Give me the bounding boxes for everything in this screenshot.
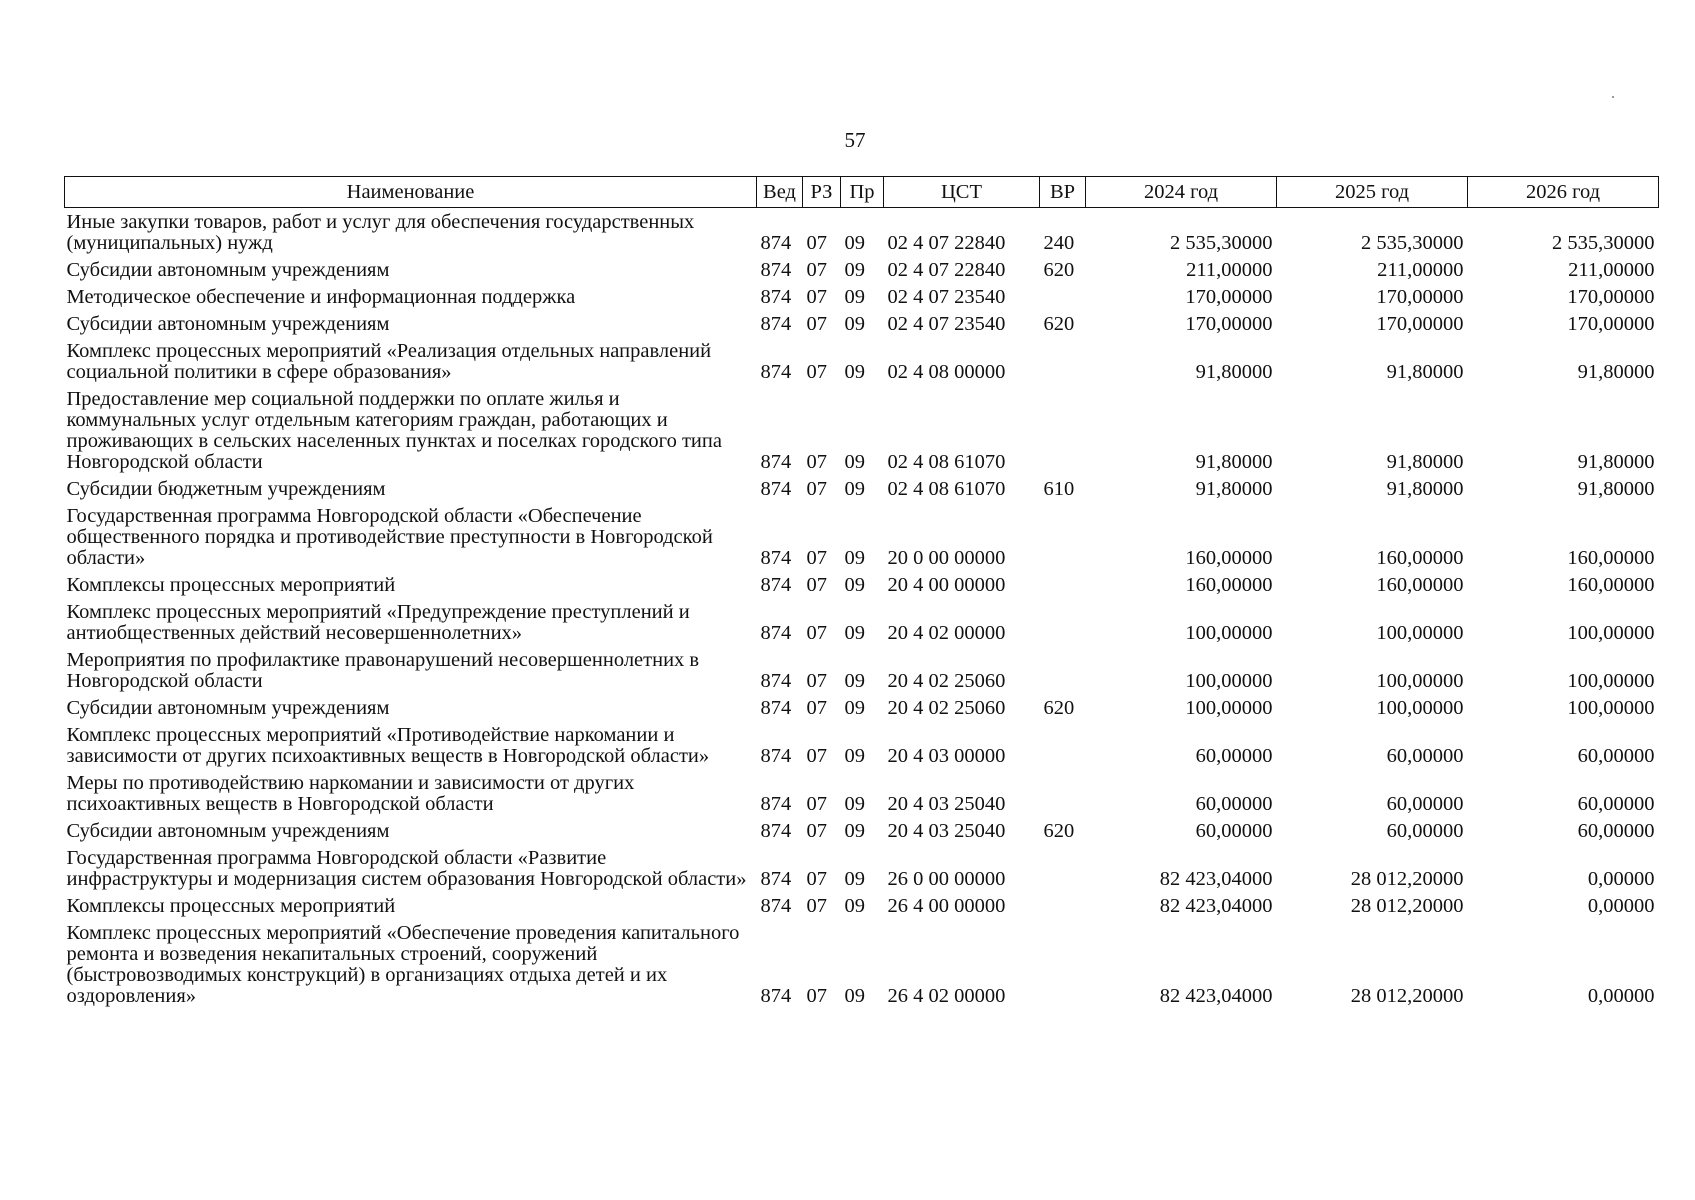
header-ved: Вед [757,177,803,208]
row-pr: 09 [844,745,865,767]
row-rz: 07 [806,622,827,644]
row-name: Меры по противодействию наркомании и зависимости от других психоактивных веществ в Новгородской области [66,772,635,815]
row-vr [1040,283,1086,310]
table-row [65,769,1659,817]
row-vr [1040,571,1086,598]
header-2024: 2024 год [1086,177,1277,208]
row-ved: 874 [760,313,792,335]
table-row [65,817,1659,844]
row-rz: 07 [806,361,827,383]
row-name: Комплексы процессных мероприятий [66,895,396,917]
header-rz: РЗ [803,177,841,208]
row-ved: 874 [760,451,792,473]
row-cst: 02 4 08 61070 [887,451,1006,473]
row-amount-2025: 2 535,30000 [1361,232,1464,254]
row-amount-2026: 60,00000 [1577,820,1655,842]
row-vr [1040,502,1086,571]
row-name: Комплекс процессных мероприятий «Реализация отдельных направлений социальной политики в сфере образования» [66,340,712,383]
row-pr: 09 [844,868,865,890]
row-vr [1040,385,1086,475]
table-body [65,208,1659,1010]
row-rz: 07 [806,313,827,335]
row-amount-2024: 100,00000 [1185,670,1273,692]
row-cst: 20 4 03 25040 [887,793,1006,815]
row-name: Субсидии автономным учреждениям [66,697,390,719]
row-amount-2026: 100,00000 [1567,670,1655,692]
row-amount-2026: 160,00000 [1567,547,1655,569]
row-pr: 09 [844,622,865,644]
table-row [65,475,1659,502]
row-vr: 610 [1043,478,1075,500]
row-cst: 26 4 02 00000 [887,985,1006,1007]
row-name: Иные закупки товаров, работ и услуг для обеспечения государственных (муниципальных) нужд [66,211,695,254]
row-pr: 09 [844,547,865,569]
row-amount-2024: 2 535,30000 [1170,232,1273,254]
row-cst: 20 4 03 00000 [887,745,1006,767]
row-amount-2024: 91,80000 [1195,478,1273,500]
row-vr: 620 [1043,259,1075,281]
row-rz: 07 [806,259,827,281]
row-amount-2024: 160,00000 [1185,547,1273,569]
row-rz: 07 [806,697,827,719]
row-name: Комплексы процессных мероприятий [66,574,396,596]
row-ved: 874 [760,232,792,254]
row-amount-2026: 0,00000 [1587,868,1655,890]
row-pr: 09 [844,670,865,692]
row-amount-2026: 211,00000 [1568,259,1655,281]
row-amount-2024: 160,00000 [1185,574,1273,596]
row-amount-2026: 91,80000 [1577,361,1655,383]
row-name: Субсидии автономным учреждениям [66,313,390,335]
row-rz: 07 [806,985,827,1007]
row-amount-2026: 60,00000 [1577,745,1655,767]
row-cst: 02 4 07 23540 [887,286,1006,308]
row-amount-2025: 60,00000 [1386,793,1464,815]
row-ved: 874 [760,745,792,767]
row-name: Государственная программа Новгородской области «Обеспечение общественного порядка и противодействие преступности в Новгородской области» [66,505,713,569]
row-pr: 09 [844,820,865,842]
row-amount-2026: 170,00000 [1567,286,1655,308]
row-vr [1040,646,1086,694]
row-ved: 874 [760,868,792,890]
row-amount-2025: 160,00000 [1376,574,1464,596]
table-row [65,571,1659,598]
row-cst: 02 4 08 61070 [887,478,1006,500]
row-rz: 07 [806,547,827,569]
row-cst: 20 4 02 00000 [887,622,1006,644]
row-ved: 874 [760,361,792,383]
row-name: Субсидии автономным учреждениям [66,259,390,281]
row-amount-2024: 170,00000 [1185,286,1273,308]
row-amount-2025: 100,00000 [1376,697,1464,719]
row-amount-2025: 28 012,20000 [1350,895,1464,917]
row-amount-2025: 100,00000 [1376,622,1464,644]
row-pr: 09 [844,451,865,473]
row-cst: 20 4 02 25060 [887,670,1006,692]
row-ved: 874 [760,622,792,644]
row-amount-2025: 160,00000 [1376,547,1464,569]
row-vr [1040,844,1086,892]
row-cst: 20 4 03 25040 [887,820,1006,842]
table-row [65,646,1659,694]
header-2025: 2025 год [1277,177,1468,208]
row-amount-2025: 28 012,20000 [1350,868,1464,890]
table-row [65,337,1659,385]
table-row [65,283,1659,310]
row-ved: 874 [760,670,792,692]
row-name: Комплекс процессных мероприятий «Противодействие наркомании и зависимости от других психоактивных веществ в Новгородской области» [66,724,710,767]
table-row [65,598,1659,646]
header-2026: 2026 год [1468,177,1659,208]
row-name: Субсидии бюджетным учреждениям [66,478,386,500]
row-ved: 874 [760,793,792,815]
row-rz: 07 [806,670,827,692]
row-ved: 874 [760,574,792,596]
row-cst: 02 4 07 22840 [887,259,1006,281]
header-vr: ВР [1040,177,1086,208]
row-rz: 07 [806,574,827,596]
row-vr [1040,598,1086,646]
row-pr: 09 [844,232,865,254]
row-amount-2026: 60,00000 [1577,793,1655,815]
row-name: Комплекс процессных мероприятий «Обеспечение проведения капитального ремонта и возведения некапитальных строений, сооружений (быстровозводимых конструкций) в организациях отдыха детей и их оздоровления» [66,922,740,1007]
row-rz: 07 [806,868,827,890]
row-cst: 02 4 08 00000 [887,361,1006,383]
row-rz: 07 [806,793,827,815]
row-amount-2024: 82 423,04000 [1159,985,1273,1007]
row-ved: 874 [760,286,792,308]
row-rz: 07 [806,451,827,473]
row-amount-2026: 2 535,30000 [1552,232,1655,254]
row-amount-2024: 100,00000 [1185,622,1273,644]
row-rz: 07 [806,895,827,917]
table-row [65,502,1659,571]
table-row [65,256,1659,283]
row-amount-2026: 91,80000 [1577,478,1655,500]
row-amount-2024: 211,00000 [1186,259,1273,281]
row-amount-2025: 211,00000 [1377,259,1464,281]
table-row [65,694,1659,721]
row-pr: 09 [844,313,865,335]
row-ved: 874 [760,478,792,500]
row-amount-2026: 0,00000 [1587,985,1655,1007]
row-vr: 620 [1043,697,1075,719]
row-amount-2025: 91,80000 [1386,361,1464,383]
row-pr: 09 [844,478,865,500]
row-pr: 09 [844,259,865,281]
row-pr: 09 [844,361,865,383]
row-amount-2026: 100,00000 [1567,622,1655,644]
header-cst: ЦСТ [884,177,1040,208]
row-amount-2025: 100,00000 [1376,670,1464,692]
row-vr [1040,337,1086,385]
row-ved: 874 [760,985,792,1007]
row-amount-2025: 28 012,20000 [1350,985,1464,1007]
row-name: Субсидии автономным учреждениям [66,820,390,842]
row-rz: 07 [806,820,827,842]
row-vr [1040,919,1086,1009]
row-ved: 874 [760,259,792,281]
table-row [65,892,1659,919]
table-row [65,310,1659,337]
row-pr: 09 [844,793,865,815]
row-amount-2025: 60,00000 [1386,745,1464,767]
row-amount-2024: 60,00000 [1195,793,1273,815]
row-rz: 07 [806,478,827,500]
row-cst: 26 0 00 00000 [887,868,1006,890]
table-row [65,208,1659,257]
row-amount-2026: 170,00000 [1567,313,1655,335]
row-name: Предоставление мер социальной поддержки по оплате жилья и коммунальных услуг отдельным категориям граждан, работающих и проживающих в сельских населенных пунктах и поселках городского типа Новгородской области [66,388,722,473]
row-amount-2025: 60,00000 [1386,820,1464,842]
row-amount-2025: 170,00000 [1376,313,1464,335]
row-amount-2026: 0,00000 [1587,895,1655,917]
row-amount-2026: 91,80000 [1577,451,1655,473]
header-pr: Пр [841,177,884,208]
row-amount-2024: 60,00000 [1195,745,1273,767]
row-vr: 620 [1043,820,1075,842]
row-pr: 09 [844,697,865,719]
row-name: Комплекс процессных мероприятий «Предупреждение преступлений и антиобщественных действий несовершеннолетних» [66,601,690,644]
row-vr: 240 [1043,232,1075,254]
row-name: Методическое обеспечение и информационная поддержка [66,286,576,308]
row-cst: 02 4 07 22840 [887,232,1006,254]
row-amount-2024: 100,00000 [1185,697,1273,719]
table-row [65,385,1659,475]
row-rz: 07 [806,286,827,308]
row-amount-2025: 170,00000 [1376,286,1464,308]
row-name: Мероприятия по профилактике правонарушений несовершеннолетних в Новгородской области [66,649,700,692]
header-name: Наименование [65,177,757,208]
row-vr [1040,769,1086,817]
table-row [65,721,1659,769]
row-vr [1040,721,1086,769]
row-amount-2026: 160,00000 [1567,574,1655,596]
row-amount-2024: 82 423,04000 [1159,895,1273,917]
row-amount-2025: 91,80000 [1386,451,1464,473]
page-number: 57 [844,128,866,152]
row-pr: 09 [844,574,865,596]
table-row [65,844,1659,892]
row-pr: 09 [844,895,865,917]
header-row [65,177,1659,208]
row-ved: 874 [760,547,792,569]
row-amount-2024: 60,00000 [1195,820,1273,842]
row-amount-2025: 91,80000 [1386,478,1464,500]
row-vr: 620 [1043,313,1075,335]
row-cst: 20 0 00 00000 [887,547,1006,569]
row-ved: 874 [760,697,792,719]
row-cst: 20 4 00 00000 [887,574,1006,596]
table-row [65,919,1659,1009]
row-vr [1040,892,1086,919]
row-amount-2024: 82 423,04000 [1159,868,1273,890]
row-rz: 07 [806,232,827,254]
row-ved: 874 [760,820,792,842]
row-pr: 09 [844,286,865,308]
row-ved: 874 [760,895,792,917]
row-amount-2026: 100,00000 [1567,697,1655,719]
budget-table [64,176,1659,1009]
row-amount-2024: 170,00000 [1185,313,1273,335]
row-cst: 26 4 00 00000 [887,895,1006,917]
row-rz: 07 [806,745,827,767]
row-amount-2024: 91,80000 [1195,451,1273,473]
scan-speck [1612,96,1614,98]
row-amount-2024: 91,80000 [1195,361,1273,383]
row-cst: 20 4 02 25060 [887,697,1006,719]
row-name: Государственная программа Новгородской области «Развитие инфраструктуры и модернизация систем образования Новгородской области» [66,847,747,890]
row-cst: 02 4 07 23540 [887,313,1006,335]
row-pr: 09 [844,985,865,1007]
